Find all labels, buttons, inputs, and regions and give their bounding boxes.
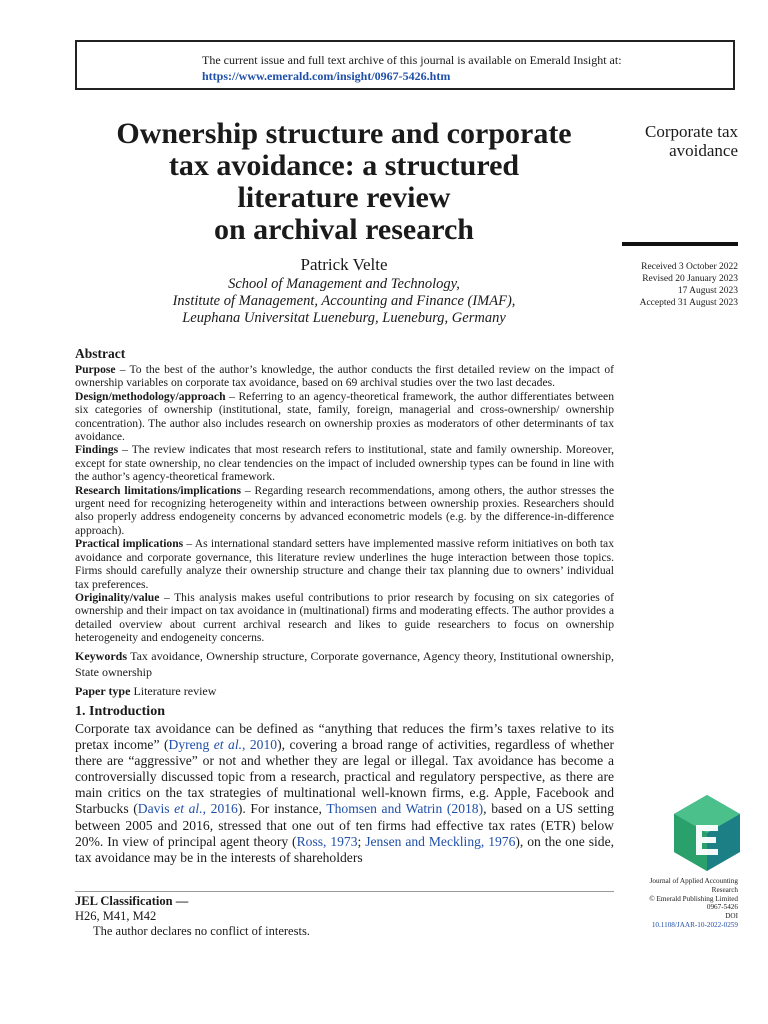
citation-link[interactable] (138, 801, 238, 816)
article-title (74, 118, 614, 246)
affiliation-line: Leuphana Universitat Lueneburg, Lueneburg, Germany (182, 310, 506, 326)
body-text: ), on the one side, tax avoidance may be in the interests of shareholders (75, 833, 614, 865)
citation-link[interactable]: Jensen and Meckling, 1976 (365, 833, 516, 849)
abstract-label: Paper type (75, 683, 131, 698)
body-text: Corporate tax avoidance can be defined as “anything that reduces the firm’s taxes relative to its pretax income” ( (75, 721, 614, 753)
conflict-statement: The author declares no conflict of interests. (93, 924, 310, 938)
accepted-date: Accepted 31 August 2023 (639, 298, 738, 308)
abstract-keywords (75, 648, 614, 680)
abstract-paper-type (75, 683, 614, 699)
abstract-text: Literature review (130, 683, 217, 698)
citation-link[interactable]: Thomsen and Watrin (2018) (326, 801, 484, 817)
journal-name: Research (711, 885, 738, 894)
body-text: , based on a US setting between 2005 and 2016, stressed that one out of ten firms had effective tax rates (ETR) below 20%. In view of principal agent theory ( (75, 801, 614, 849)
abstract-text: – As international standard setters have implemented massive reform initiatives on both tax avoidance and corporate governance, this literature review underlines the huge interaction between those topics. Firms should carefully analyze their ownership structure and change their tax planning due to owners’ individual tax preferences. (75, 537, 614, 591)
affiliation-line: Institute of Management, Accounting and Finance (IMAF), (172, 293, 516, 309)
abstract-text: – Regarding research recommendations, among others, the author stresses the urgent need for recognizing heterogeneity within and interactions between ownership proxies. Researchers should also properly address endogeneity concerns by advanced econometric models (e.g. by the difference-in-difference approach). (75, 483, 614, 537)
citation-etal: et al. (174, 801, 203, 817)
abstract-text: – This analysis makes useful contributions to prior research by focusing on six categories of ownership and their impact on tax avoidance in (multinational) firms and moderating effects. The author provides a detailed overview about current archival research and likes to guide researchers to focus on ownership heterogeneity and endogeneity concerns. (75, 590, 614, 645)
title-line: Ownership structure and corporate (116, 117, 572, 150)
title-line: tax avoidance: a structured (168, 149, 520, 182)
author-name: Patrick Velte (300, 255, 388, 274)
citation-link[interactable] (169, 737, 278, 752)
issn: 0967-5426 (706, 903, 738, 912)
introduction-paragraph (75, 721, 614, 866)
abstract-text: – The review indicates that most research refers to institutional, state and family ownership. Moreover, except for state ownership, no clear tendencies on the impact of included ownership types can be found in line with the author’s agency-theoretical framework. (75, 443, 614, 484)
abstract-label: Design/methodology/approach (75, 389, 226, 403)
logo-mark (696, 825, 718, 855)
abstract-limitations (75, 484, 614, 538)
abstract-design (75, 390, 614, 444)
body-text: ; (357, 833, 366, 849)
abstract-label: Practical implications (75, 537, 184, 551)
section-heading: 1. Introduction (75, 704, 165, 719)
footnote-divider (75, 891, 614, 892)
doi-label: DOI (725, 912, 738, 921)
doi-line (608, 912, 738, 930)
jel-label: JEL Classification — (75, 894, 189, 908)
received-dates (640, 261, 738, 309)
citation-link[interactable]: Ross, 1973 (296, 833, 358, 849)
title-line: literature review (237, 181, 451, 214)
abstract-heading: Abstract (75, 346, 126, 361)
revised-date: Revised 20 January 2023 (642, 274, 738, 284)
citation-year: , 2016 (202, 801, 238, 817)
running-title (645, 122, 738, 160)
running-title-line: avoidance (669, 141, 738, 160)
running-title-divider (622, 242, 738, 246)
emerald-logo-icon (674, 795, 740, 871)
revised-date: 17 August 2023 (677, 286, 738, 296)
title-line: on archival research (214, 213, 474, 246)
citation-year: , 2010 (242, 737, 278, 753)
body-text: ), covering a broad range of activities, regardless of whether there are “aggressive” or not and whether they are legal or illegal. Tax avoidance has become a controversially discussed topic from a research, practical and regulatory perspective, as there are main critics on the tax strategies of multinational well-known firms, e.g. Apple, Facebook and Starbucks ( (75, 737, 615, 817)
abstract-purpose (75, 363, 614, 390)
citation-etal: et al. (213, 737, 243, 753)
citation-author: Davis (137, 801, 175, 817)
abstract-text: – Referring to an agency-theoretical framework, the author differentiates between six categories of ownership (institutional, state, family, foreign, managerial and cross-ownership/ ownership concentration). The author also includes research on ownership proxies as moderators of other determinants of tax avoidance. (75, 389, 614, 444)
citation-author: Dyreng (168, 737, 214, 753)
publisher: © Emerald Publishing Limited (649, 894, 738, 903)
abstract-text: Tax avoidance, Ownership structure, Corporate governance, Agency theory, Institutional ownership, State ownership (75, 648, 614, 679)
journal-name: Journal of Applied Accounting (649, 877, 738, 885)
received-date: Received 3 October 2022 (641, 262, 738, 272)
abstract-text: – To the best of the author’s knowledge, the author conducts the first detailed review on the impact of ownership variables on corporate tax avoidance, based on 69 archival studies over the two last decades. (75, 363, 614, 390)
footnote (75, 894, 310, 939)
affiliation-line: School of Management and Technology, (228, 276, 460, 292)
archive-notice-link[interactable]: https://www.emerald.com/insight/0967-5426.htm (202, 69, 451, 83)
abstract-practical (75, 537, 614, 591)
archive-notice-box (75, 40, 735, 90)
running-title-line: Corporate tax (645, 122, 738, 141)
abstract-label: Originality/value (75, 590, 160, 604)
author-affiliation (74, 276, 614, 327)
journal-info (608, 877, 738, 930)
body-text: ). For instance, (237, 801, 327, 817)
abstract-label: Findings (75, 443, 119, 457)
doi-link[interactable]: 10.1108/JAAR-10-2022-0259 (651, 920, 738, 929)
abstract-label: Purpose (75, 363, 116, 376)
jel-codes: H26, M41, M42 (75, 909, 157, 923)
abstract-findings (75, 443, 614, 483)
archive-notice-text: The current issue and full text archive of this journal is available on Emerald Insight at: (202, 53, 622, 67)
abstract-label: Research limitations/implications (75, 483, 241, 497)
jel-classification (75, 894, 310, 924)
abstract-originality (75, 591, 614, 645)
abstract-body (75, 363, 614, 699)
abstract-label: Keywords (75, 648, 127, 663)
